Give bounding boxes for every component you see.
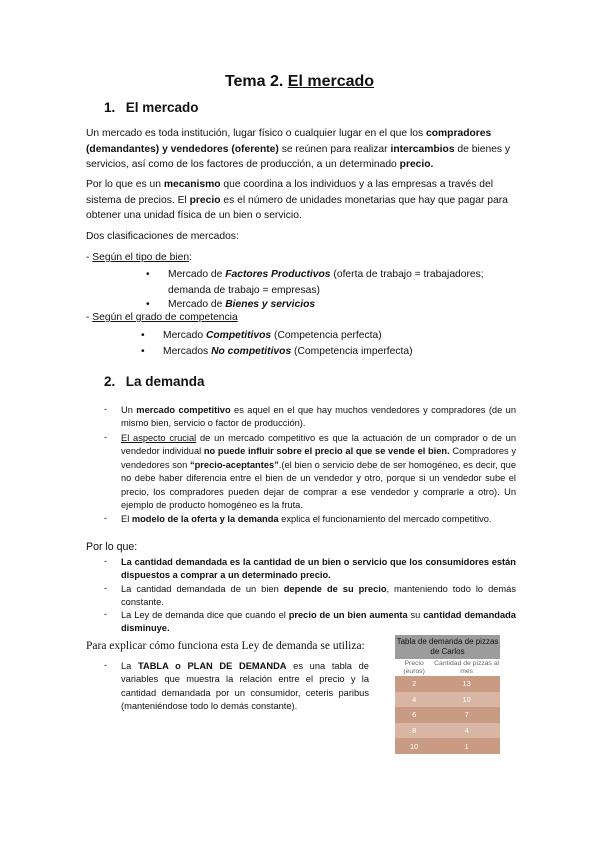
text-bold: no puede influir sobre el precio al que se vende el bien. [203, 446, 450, 457]
section-number: 1. [104, 100, 116, 115]
title-underlined: El mercado [287, 73, 375, 90]
demand-table [395, 635, 500, 754]
text-emphasis: Factores Productivos [225, 269, 331, 280]
text-run: La [121, 661, 138, 671]
table-cell-quantity: 7 [433, 707, 500, 723]
text-emphasis: Competitivos [205, 330, 272, 341]
text-run: La cantidad demandada de un bien [121, 584, 284, 594]
dash-marker: - [104, 432, 108, 442]
text-run: , manteniendo todo lo demás constante. [121, 584, 516, 608]
bullet-icon: • [146, 269, 150, 280]
text-bold: precio de un bien aumenta [288, 610, 408, 620]
text-underlined: El aspecto crucial [121, 433, 197, 443]
text-run: (Competencia perfecta) [271, 330, 382, 341]
list-item [146, 297, 516, 313]
dash-item [104, 660, 369, 712]
text-run: Un mercado es toda institución, lugar físico o cualquier lugar en el que los [86, 128, 426, 139]
text-run: (oferta de trabajo = trabajadores; demanda de trabajo = empresas) [168, 269, 484, 296]
text-run: que coordina a los individuos y a las empresas a través del sistema de precios. El [86, 179, 493, 206]
text-run: de bienes y servicios, así como de los factores de producción, a un determinado [86, 143, 511, 170]
category-suffix: : [189, 252, 192, 263]
table-cell-price: 2 [395, 676, 433, 692]
dash-marker: - [104, 660, 108, 670]
table-header-price: Precio (euros) [395, 659, 433, 676]
text-run: Mercados [163, 346, 212, 357]
category-heading-2 [86, 312, 238, 323]
dash-marker: - [86, 312, 93, 323]
text-bold: depende de su precio [283, 584, 387, 594]
text-emphasis: Bienes y servicios [225, 299, 316, 310]
text-run: su [407, 610, 424, 620]
table-row [395, 707, 500, 723]
text-run: Por lo que es un [86, 179, 164, 190]
list-item [141, 344, 513, 360]
page-title [0, 73, 599, 91]
dash-marker: - [104, 609, 108, 619]
text-bold: cantidad demandada disminuye. [121, 610, 516, 634]
section-heading-2 [104, 374, 205, 389]
dash-marker: - [104, 404, 108, 414]
dash-item-text [121, 513, 516, 526]
section-heading-1 [104, 100, 199, 115]
section-title: La demanda [125, 374, 205, 389]
dash-item-text [121, 556, 516, 583]
text-bold: modelo de la oferta y la demanda [131, 514, 279, 524]
dash-item [104, 404, 516, 429]
text-run: es el número de unidades monetarias que hay que pagar para obtener una unidad física de un bien o servicio. [86, 194, 508, 221]
bullet-icon: • [141, 330, 145, 341]
text-run: .(el bien o servicio debe de ser homogéneo, es decir, que no debe haber diferencia entre el bien de un vendedor y otro, porque si un vendedor sube el precio, los compradores pueden dejar de comprar a ese vendedor y comprarle a otro). Un ejemplo de producto homogéneo es la fruta. [121, 459, 517, 511]
table-cell-quantity: 13 [433, 676, 500, 692]
bullet-icon: • [146, 299, 150, 310]
text-run: es una tabla de variables que muestra la relación entre el precio y la cantidad demandada por un consumidor, ceteris paribus (manteniéndose todo lo demás constante). [121, 661, 369, 712]
dash-item [104, 432, 517, 511]
dash-marker: - [104, 556, 108, 566]
list-item [146, 267, 516, 298]
text-run: (Competencia imperfecta) [291, 346, 413, 357]
table-cell-quantity: 10 [433, 692, 500, 708]
section-number: 2. [104, 374, 116, 389]
dash-item-text [121, 404, 516, 431]
dash-item-text [121, 583, 516, 610]
text-emphasis: No competitivos [211, 346, 292, 357]
paragraph-mechanism [86, 177, 516, 224]
bullet-icon: • [141, 346, 145, 357]
text-run: es aquel en el que hay muchos vendedores y compradores (de un mismo bien, servicio o factor de producción). [121, 405, 516, 429]
text-bold: mecanismo [163, 179, 221, 190]
explanation-label: Para explicar cómo funciona esta Ley de demanda se utiliza: [86, 640, 365, 652]
text-bold: precio [189, 194, 221, 206]
text-run: se reúnen para realizar [278, 143, 391, 155]
dash-item [104, 556, 516, 581]
dash-item-text [121, 660, 369, 714]
table-row [395, 676, 500, 692]
table-cell-quantity: 1 [433, 738, 500, 754]
category-label: Según el grado de competencia [92, 312, 238, 323]
text-bold: La cantidad demandada es la cantidad de un bien o servicio que los consumidores están dispuestos a comprar a un determinado precio. [121, 557, 516, 581]
table-row [395, 692, 500, 708]
text-run: de un mercado competitivo es que la actuación de un comprador o de un vendedor individual [121, 433, 517, 457]
dash-item [104, 513, 492, 524]
table-cell-price: 6 [395, 707, 433, 723]
text-run: explica el funcionamiento del mercado competitivo. [278, 514, 492, 524]
text-run: La Ley de demanda dice que cuando el [121, 610, 289, 620]
text-bold: intercambios [390, 143, 455, 155]
text-run: El [121, 514, 132, 524]
text-run: Mercado de [168, 269, 226, 280]
category-label: Según el tipo de bien [92, 252, 190, 263]
table-caption: Tabla de demanda de pizzas de Carlos [395, 635, 500, 659]
section-title: El mercado [125, 100, 199, 115]
text-run: Mercado [163, 330, 206, 341]
text-run: Un [121, 405, 137, 415]
list-item [141, 328, 513, 344]
category-heading-1 [86, 252, 192, 263]
text-bold: precio. [399, 159, 434, 170]
table-header-quantity: Cantidad de pizzas al mes [434, 659, 500, 675]
table-cell-price: 4 [395, 692, 433, 708]
paragraph-classifications: Dos clasificaciones de mercados: [86, 231, 239, 242]
text-bold: “precio-aceptantes” [189, 459, 279, 470]
text-bold: compradores (demandantes) y vendedores (oferente) [86, 128, 492, 155]
dash-marker: - [104, 583, 108, 593]
dash-marker: - [86, 252, 93, 263]
table-cell-price: 8 [395, 723, 433, 739]
table-cell-price: 10 [395, 738, 433, 754]
table-cell-quantity: 4 [433, 723, 500, 739]
text-run: Mercado de [168, 299, 226, 310]
paragraph-definition [86, 126, 516, 173]
table-row [395, 738, 500, 754]
text-run: Compradores y vendedores son [121, 446, 516, 470]
dash-item-text [121, 609, 516, 636]
dash-item [104, 583, 516, 608]
title-prefix: Tema 2. [224, 73, 288, 90]
table-row [395, 723, 500, 739]
dash-item [104, 609, 516, 634]
dash-item-text [121, 432, 516, 512]
dash-marker: - [104, 513, 108, 523]
text-bold: TABLA o PLAN DE DEMANDA [138, 661, 287, 671]
text-bold: mercado competitivo [136, 405, 231, 415]
por-lo-que-label: Por lo que: [86, 541, 138, 553]
